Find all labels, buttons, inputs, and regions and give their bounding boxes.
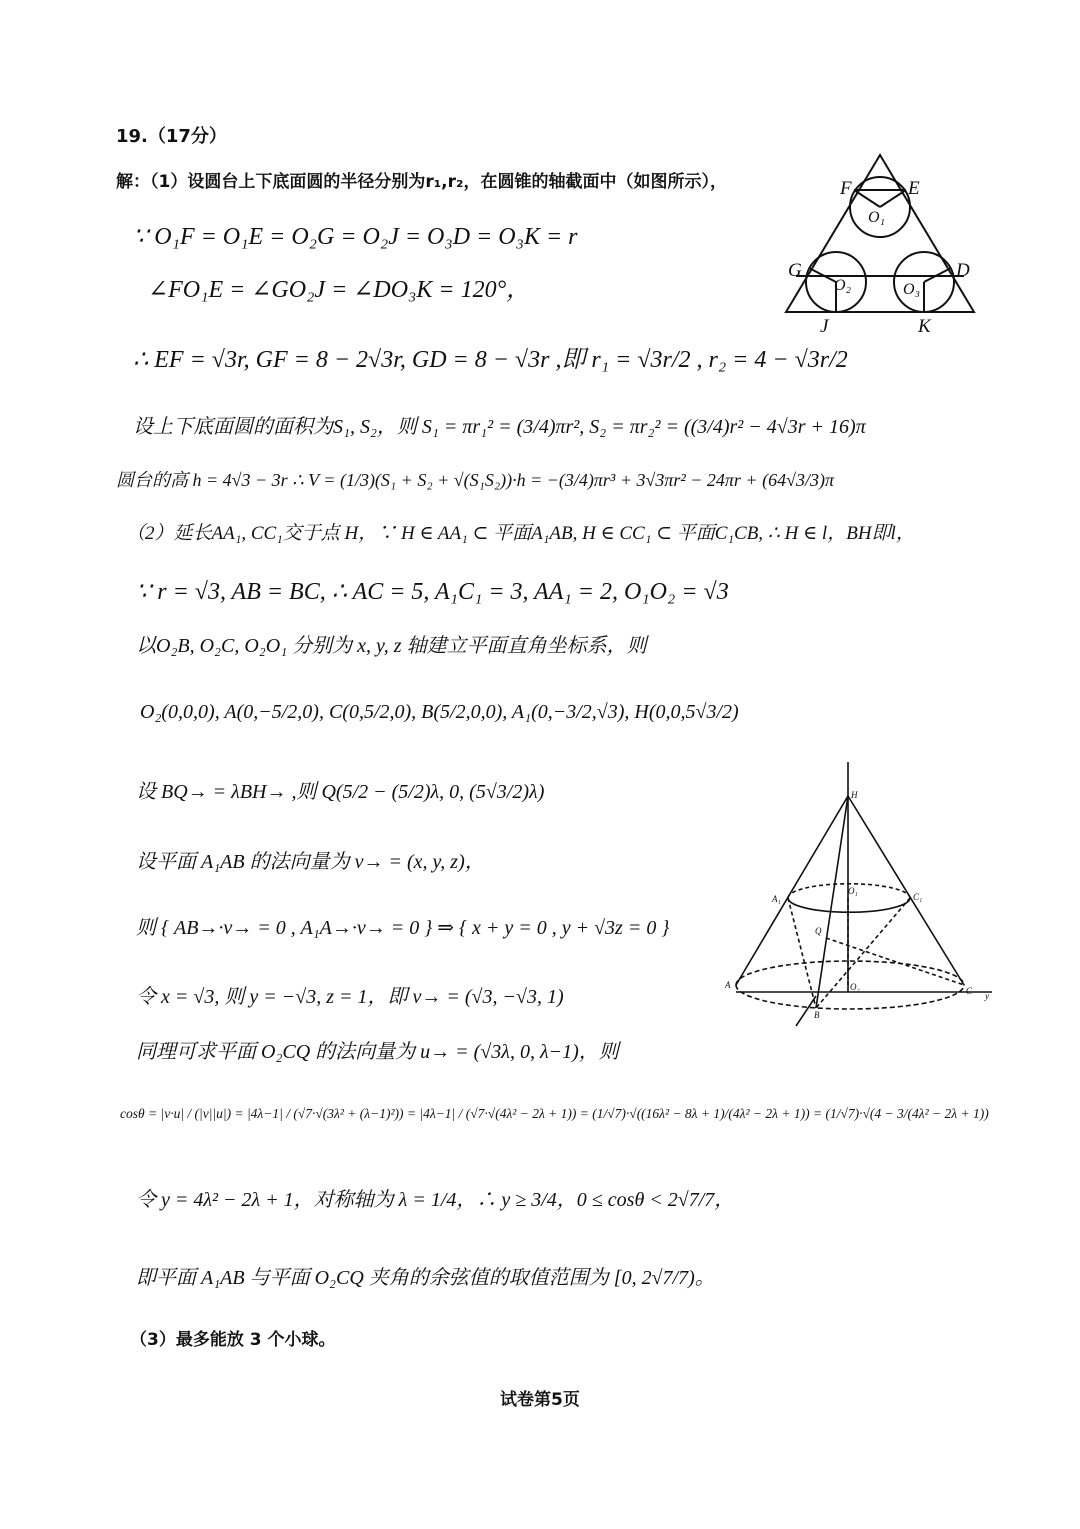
part2-line-given: ∵ r = √3, AB = BC, ∴ AC = 5, A₁C₁ = 3, AA₁ = 2, O₁O₂ = √3 bbox=[136, 579, 729, 605]
part2-line-q: 设 BQ→ = λBH→ ,则 Q(5/2 − (5/2)λ, 0, (5√3/2)λ) bbox=[136, 781, 545, 803]
label-f: F bbox=[840, 178, 852, 199]
part2-line-coordinates: O₂(0,0,0), A(0,−5/2,0), C(0,5/2,0), B(5/2,0,0), A₁(0,−3/2,√3), H(0,0,5√3/2) bbox=[140, 701, 739, 723]
label-k: K bbox=[918, 316, 931, 337]
label-e: E bbox=[908, 178, 920, 199]
label-o3: O₃ bbox=[903, 281, 921, 298]
part1-eq-areas: 设上下底面圆的面积为S₁, S₂，则 S₁ = πr₁² = (3/4)πr², S₂ = πr₂² = ((3/4)r² − 4√3r + 16)π bbox=[133, 416, 866, 438]
part2-line-cos: cosθ = |v·u| / (|v||u|) = |4λ−1| / (√7·√(3λ² + (λ−1)²)) = |4λ−1| / (√7·√(4λ² − 2λ + 1)) = (1/√7)·√((16λ² − 8λ + 1)/(4λ² − 2λ + 1)) = (1/√7)·√(4 − 3/(4λ² − 2λ + 1)) bbox=[120, 1106, 989, 1121]
label-a1: A₁ bbox=[772, 894, 781, 904]
part2-line-system: 则 { AB→·v→ = 0 , A₁A→·v→ = 0 } ⇒ { x + y = 0 , y + √3z = 0 } bbox=[136, 917, 670, 939]
label-a: A bbox=[725, 980, 731, 990]
part2-line-extend: （2）延长AA₁, CC₁交于点 H，∵ H ∈ AA₁ ⊂ 平面A₁AB, H ∈ CC₁ ⊂ 平面C₁CB, ∴ H ∈ l，BH即l， bbox=[126, 523, 915, 544]
label-c: C bbox=[966, 986, 973, 996]
problem-number: 19.（17分） bbox=[116, 126, 227, 147]
label-c1: C₁ bbox=[913, 892, 923, 902]
label-d: D bbox=[956, 260, 970, 281]
cross-section-triangle bbox=[786, 155, 974, 312]
part3-answer: （3）最多能放 3 个小球。 bbox=[130, 1330, 336, 1350]
label-b: B bbox=[814, 1010, 820, 1020]
part1-eq-lengths: ∴ EF = √3r, GF = 8 − 2√3r, GD = 8 − √3r ,即 r₁ = √3r/2 , r₂ = 4 − √3r/2 bbox=[133, 347, 848, 373]
label-g: G bbox=[788, 260, 802, 281]
cone-3d-figure bbox=[722, 760, 1002, 1030]
part1-eq-angles: ∠FO₁E = ∠GO₂J = ∠DO₃K = 120°， bbox=[148, 277, 531, 303]
part2-line-normal-u: 同理可求平面 O₂CQ 的法向量为 u→ = (√3λ, 0, λ−1)，则 bbox=[136, 1041, 619, 1063]
segment-hb bbox=[816, 796, 848, 1008]
x-axis bbox=[796, 996, 816, 1026]
cone-right-edge bbox=[848, 796, 964, 985]
part2-line-conclusion: 即平面 A₁AB 与平面 O₂CQ 夹角的余弦值的取值范围为 [0, 2√7/7)。 bbox=[136, 1267, 715, 1289]
label-h: H bbox=[851, 790, 858, 800]
part1-eq-radii: ∵ O₁F = O₁E = O₂G = O₂J = O₃D = O₃K = r bbox=[133, 224, 578, 250]
part2-line-axes: 以O₂B, O₂C, O₂O₁ 分别为 x, y, z 轴建立平面直角坐标系，则 bbox=[136, 635, 647, 657]
label-fig2-o2: O₂ bbox=[850, 982, 860, 992]
part2-line-range-calc: 令 y = 4λ² − 2λ + 1，对称轴为 λ = 1/4，∴ y ≥ 3/4，0 ≤ cosθ < 2√7/7， bbox=[136, 1189, 735, 1211]
label-o2: O₂ bbox=[834, 277, 852, 294]
label-o1: O₁ bbox=[868, 209, 886, 226]
label-q: Q bbox=[815, 926, 822, 936]
page-footer: 试卷第5页 bbox=[500, 1390, 580, 1410]
label-y-axis: y bbox=[985, 991, 989, 1001]
part1-eq-volume: 圆台的高 h = 4√3 − 3r ∴ V = (1/3)(S₁ + S₂ + √(S₁S₂))·h = −(3/4)πr³ + 3√3πr² − 24πr + (64√3/3)π bbox=[116, 470, 834, 490]
part1-intro: 解：（1）设圆台上下底面圆的半径分别为r₁,r₂，在圆锥的轴截面中（如图所示）， bbox=[116, 172, 727, 192]
part2-line-normal-setup: 设平面 A₁AB 的法向量为 v→ = (x, y, z)， bbox=[136, 851, 485, 873]
top-ellipse-front bbox=[788, 898, 910, 912]
cross-section-figure bbox=[770, 150, 990, 340]
label-fig2-o1: O₁ bbox=[848, 886, 858, 896]
label-j: J bbox=[820, 316, 829, 337]
cone-left-edge bbox=[736, 796, 848, 985]
part2-line-normal-v: 令 x = √3, 则 y = −√3, z = 1，即 v→ = (√3, −√3, 1) bbox=[136, 986, 564, 1008]
